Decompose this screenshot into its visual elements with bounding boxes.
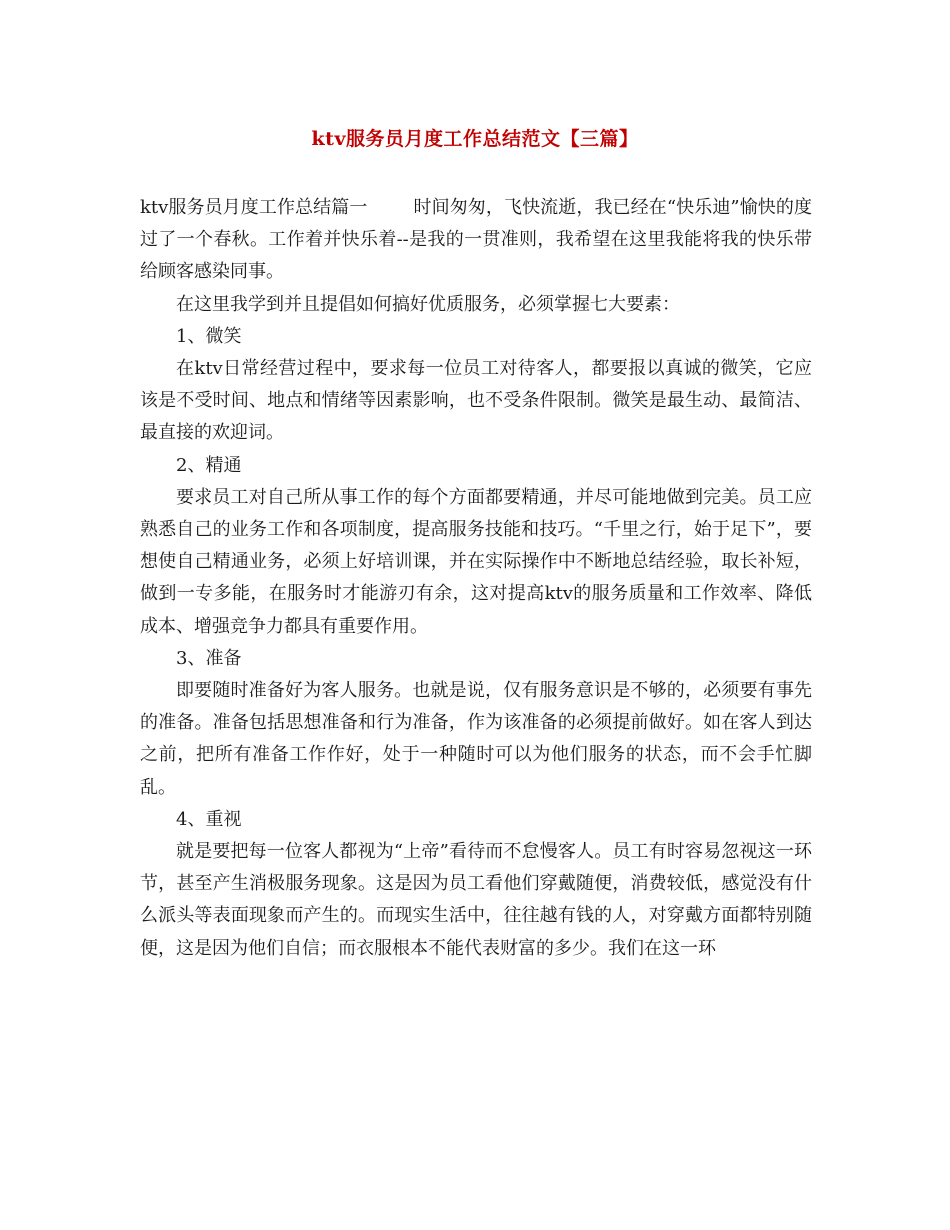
- paragraph: 即要随时准备好为客人服务。也就是说，仅有服务意识是不够的，必须要有事先的准备。准备包括思想准备和行为准备，作为该准备的必须提前做好。如在客人到达之前，把所有准备工作作好，处于一种随时可以为他们服务的状态，而不会手忙脚乱。: [140, 680, 812, 798]
- section-heading: ktv服务员月度工作总结篇一: [140, 197, 368, 218]
- item-heading: 3、准备: [176, 647, 242, 669]
- paragraph: 在这里我学到并且提倡如何搞好优质服务，必须掌握七大要素：: [176, 293, 680, 315]
- intro-paragraph: [140, 192, 812, 289]
- document-title: ktv服务员月度工作总结范文【三篇】: [311, 128, 639, 150]
- paragraph: 要求员工对自己所从事工作的每个方面都要精通，并尽可能地做到完美。员工应熟悉自己的业务工作和各项制度，提高服务技能和技巧。“千里之行，始于足下”，要想使自己精通业务，必须上好培训课，并在实际操作中不断地总结经验，取长补短，做到一专多能，在服务时才能游刃有余，这对提高ktv的服务质量和工作效率、降低成本、增强竞争力都具有重要作用。: [140, 486, 812, 637]
- document-body: [140, 192, 812, 965]
- intro-text: 时间匆匆，飞快流逝，我已经在“快乐迪”愉快的度过了一个春秋。工作着并快乐着--是我的一贯准则，我希望在这里我能将我的快乐带给顾客感染同事。: [140, 197, 812, 283]
- item-heading: 1、微笑: [176, 325, 242, 347]
- item-heading: 4、重视: [176, 808, 242, 830]
- paragraph: 就是要把每一位客人都视为“上帝”看待而不怠慢客人。员工有时容易忽视这一环节，甚至产生消极服务现象。这是因为员工看他们穿戴随便，消费较低，感觉没有什么派头等表面现象而产生的。而现实生活中，往往越有钱的人，对穿戴方面都特别随便，这是因为他们自信；而衣服根本不能代表财富的多少。我们在这一环: [140, 841, 812, 959]
- item-heading: 2、精通: [176, 454, 242, 476]
- paragraph: 在ktv日常经营过程中，要求每一位员工对待客人，都要报以真诚的微笑，它应该是不受时间、地点和情绪等因素影响，也不受条件限制。微笑是最生动、最简洁、最直接的欢迎词。: [140, 358, 812, 444]
